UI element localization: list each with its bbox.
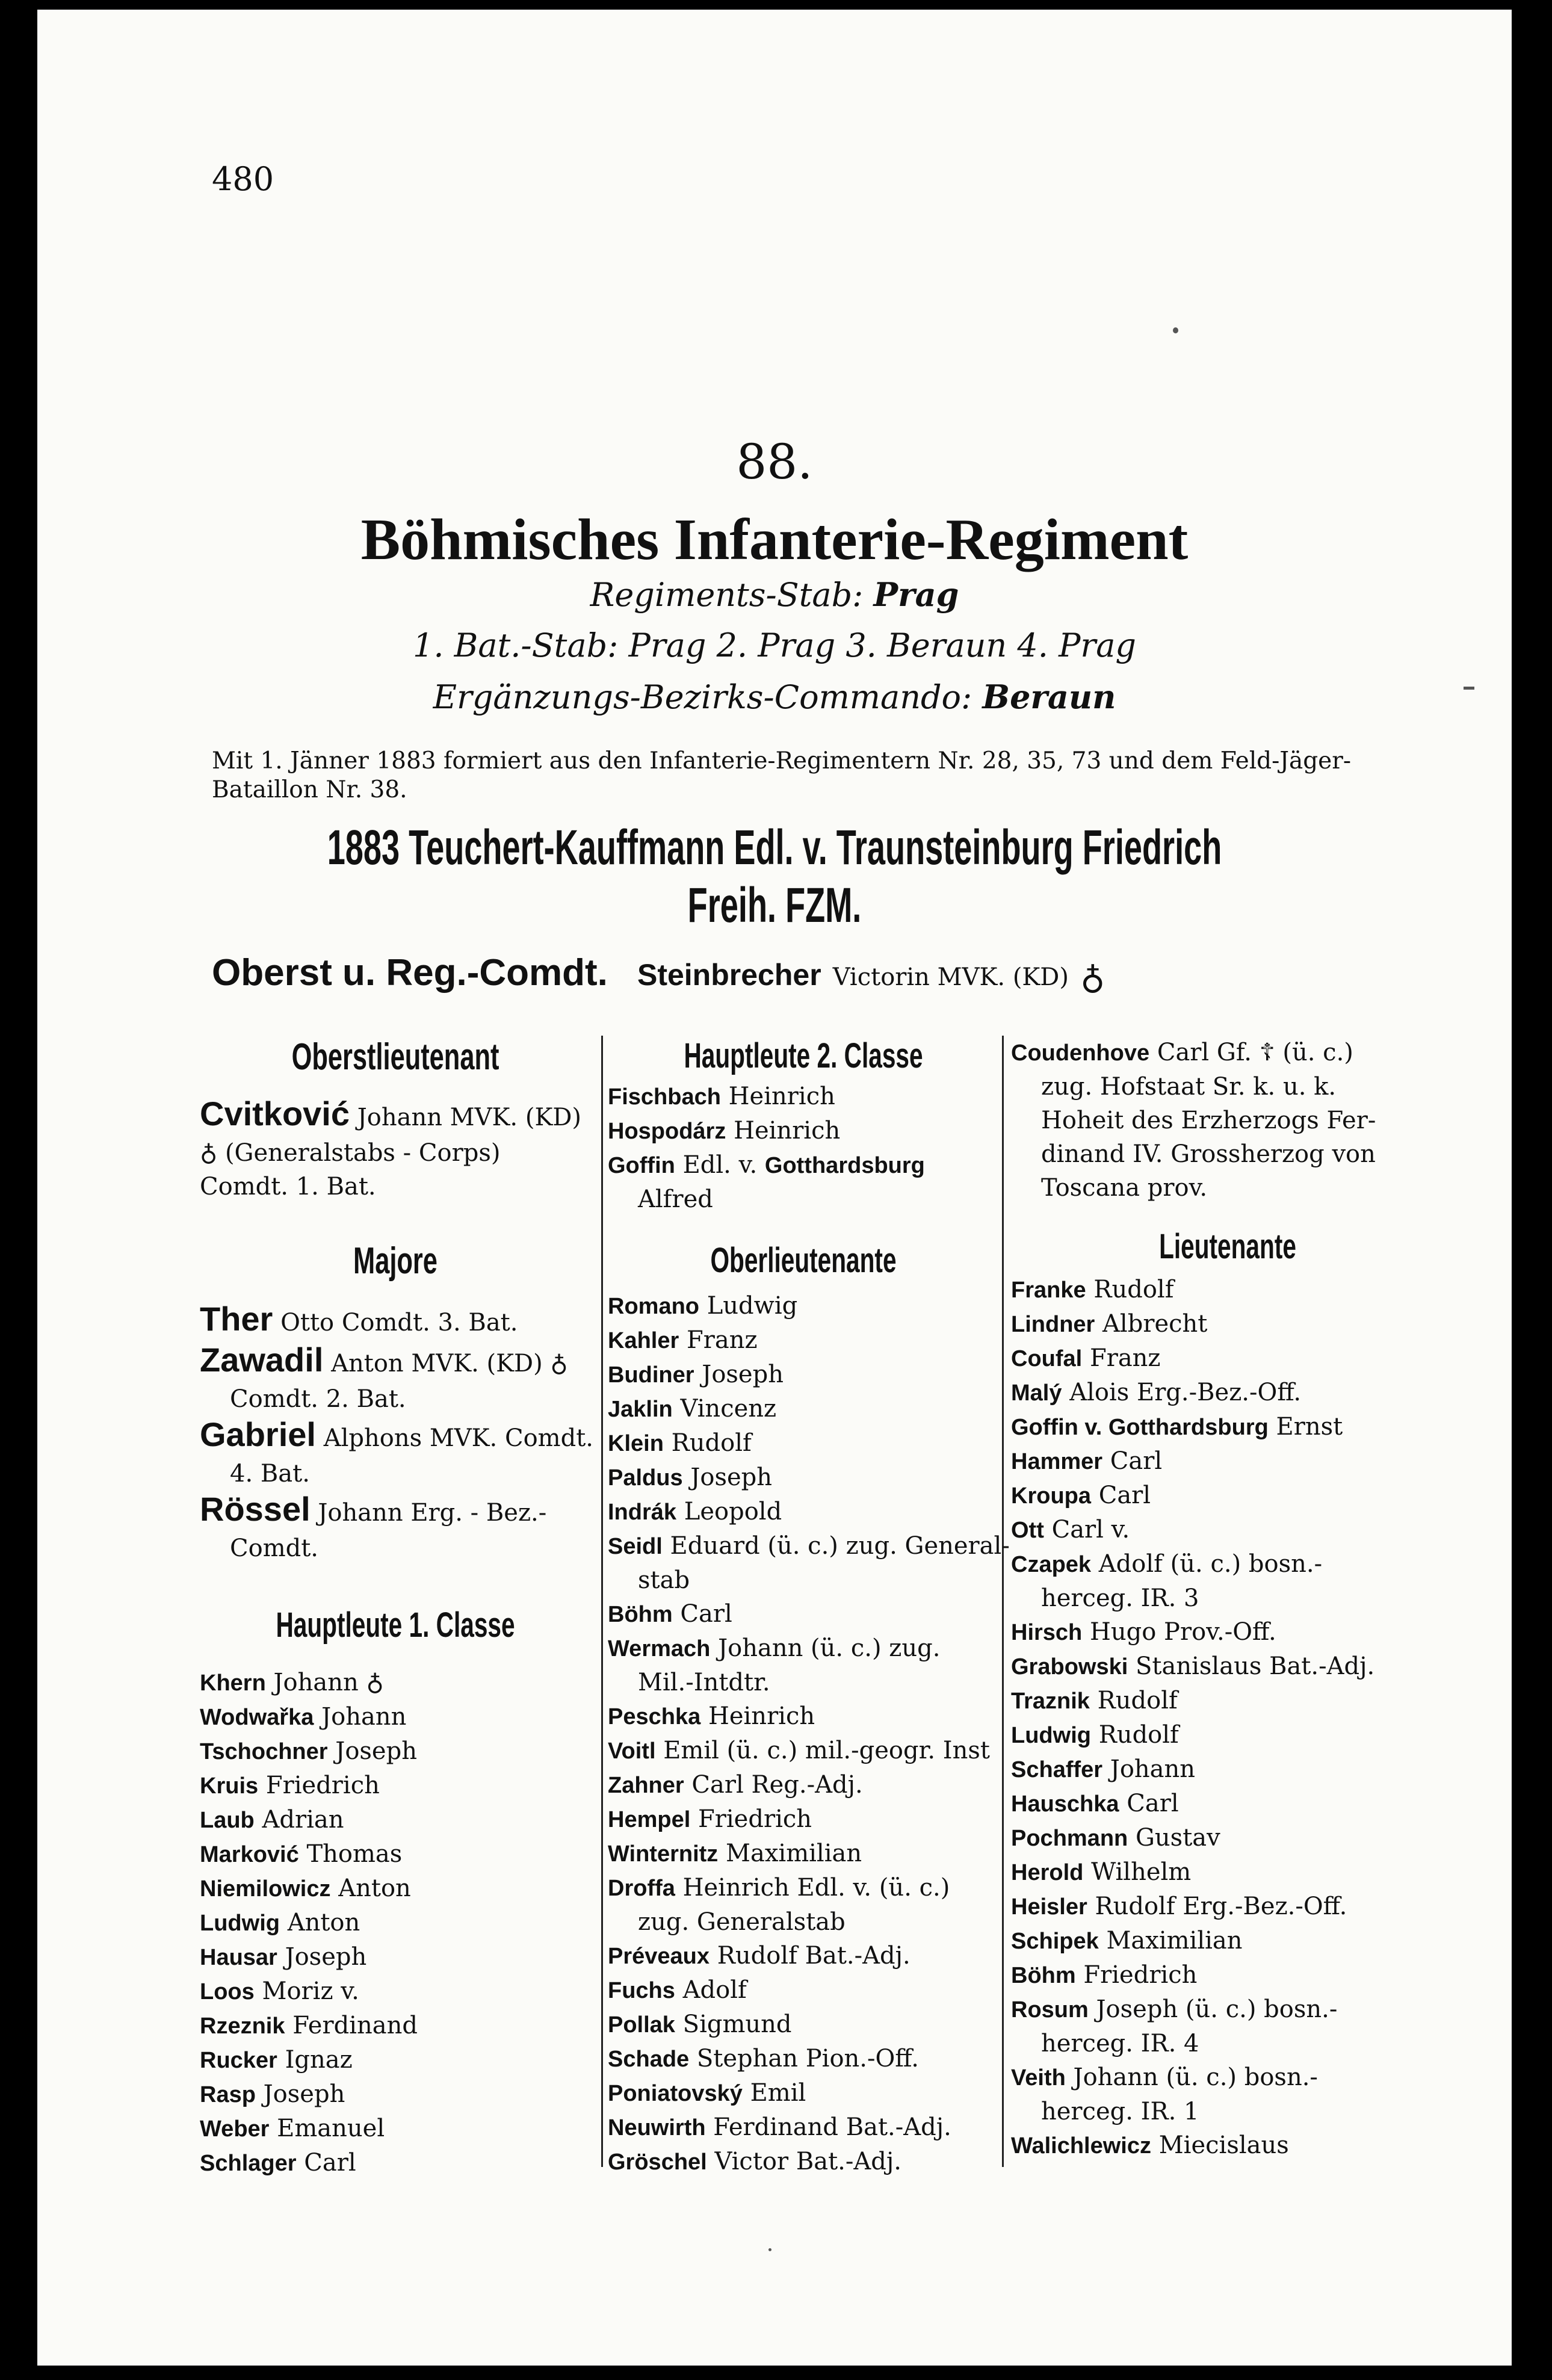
entry-name: Zahner xyxy=(608,1773,684,1798)
list-item xyxy=(200,2009,591,2043)
entry-name: Goffin v. Gotthardsburg xyxy=(1011,1415,1269,1440)
entry-name: Pollak xyxy=(608,2012,675,2038)
heading-oberstlieutenant: Oberstlieutenant xyxy=(291,1036,499,1078)
list-item xyxy=(200,1837,591,1872)
list-item xyxy=(200,1416,591,1457)
list-item xyxy=(1011,1958,1444,1992)
entry-rest: Ernst xyxy=(1276,1413,1343,1441)
entry-rest: Johann ♁ xyxy=(273,1669,384,1696)
entry-rest: Ferdinand Bat.-Adj. xyxy=(713,2113,951,2141)
heading-oberlieutenante: Oberlieutenante xyxy=(710,1241,897,1280)
entry-name: Khern xyxy=(200,1671,266,1696)
entry-rest: Friedrich xyxy=(1083,1961,1198,1989)
entry-name: Rucker xyxy=(200,2048,277,2073)
list-item xyxy=(200,1666,591,1700)
entry-name: Coufal xyxy=(1011,1346,1083,1371)
entry-name: Zawadil xyxy=(200,1341,324,1379)
entry-rest: Carl xyxy=(1127,1790,1179,1817)
list-item xyxy=(200,2077,591,2112)
entry-name: Rasp xyxy=(200,2082,256,2107)
entry-name: Goffin xyxy=(608,1153,675,1178)
oberst-name: Steinbrecher xyxy=(637,958,821,992)
entry-name: Grabowski xyxy=(1011,1654,1128,1680)
heading-majore: Majore xyxy=(353,1240,437,1282)
lieutenante-list xyxy=(1011,1273,1444,2163)
list-item xyxy=(1011,1752,1444,1787)
entry-rest: Stephan Pion.-Off. xyxy=(696,2045,920,2072)
recruitment-line xyxy=(37,678,1512,716)
list-item xyxy=(200,1300,591,1341)
scan-speck xyxy=(1173,327,1178,333)
entry-name: Schade xyxy=(608,2047,690,2072)
list-item xyxy=(1011,1547,1444,1581)
entry-name: Weber xyxy=(200,2116,270,2142)
entry-name: Fischbach xyxy=(608,1084,721,1110)
scan-speck xyxy=(1464,687,1474,690)
page-number: 480 xyxy=(212,160,274,198)
list-item xyxy=(200,2043,591,2077)
entry-continuation: herceg. IR. 4 xyxy=(1041,2030,1199,2057)
staff-line xyxy=(37,575,1512,614)
entry-name: Budiner xyxy=(608,1362,694,1388)
entry-name: Franke xyxy=(1011,1278,1086,1303)
list-item xyxy=(608,1148,999,1182)
entry-name: Malý xyxy=(1011,1380,1062,1406)
regiment-title: Böhmisches Infanterie-Regiment xyxy=(360,507,1189,572)
entry-rest: Alphons MVK. Comdt. xyxy=(323,1424,593,1452)
entry-rest: Friedrich xyxy=(265,1772,380,1799)
entry-rest: Hugo Prov.-Off. xyxy=(1090,1618,1276,1646)
list-item xyxy=(200,1940,591,1974)
column-3 xyxy=(1011,1036,1444,2163)
list-item xyxy=(1011,1924,1444,1958)
entry-name: Hospodárz xyxy=(608,1119,726,1144)
list-item xyxy=(1011,1890,1444,1924)
entry-name: Gröschel xyxy=(608,2150,707,2175)
list-item xyxy=(1011,1479,1444,1513)
entry-rest: Stanislaus Bat.-Adj. xyxy=(1136,1652,1375,1680)
list-item xyxy=(608,2042,999,2076)
entry-name: Coudenhove xyxy=(1011,1040,1150,1066)
entry-rest: Maximilian xyxy=(1106,1927,1243,1955)
entry-rest: Heinrich xyxy=(728,1083,835,1110)
list-item xyxy=(608,2145,999,2179)
entry-name: Fuchs xyxy=(608,1978,675,2003)
entry-name: Voitl xyxy=(608,1739,656,1764)
list-item xyxy=(200,2112,591,2146)
entry-rest: Rudolf xyxy=(1093,1276,1174,1303)
majore-list xyxy=(200,1300,591,1565)
entry-rest: Gustav xyxy=(1135,1824,1220,1852)
entry-rest: Anton xyxy=(338,1875,411,1902)
entry-rest: Johann (ü. c.) zug. xyxy=(718,1634,941,1662)
entry-name: Niemilowicz xyxy=(200,1876,331,1902)
column-rule-right xyxy=(1002,1036,1004,2167)
entry-continuation: Comdt. 2. Bat. xyxy=(230,1385,406,1413)
entry-name: Lindner xyxy=(1011,1312,1095,1337)
list-item xyxy=(1011,1787,1444,1821)
recruitment-label: Ergänzungs-Bezirks-Commando: xyxy=(433,678,972,716)
entry-rest: Eduard (ü. c.) zug. General- xyxy=(670,1532,1010,1560)
entry-name: Tschochner xyxy=(200,1739,328,1764)
entry-rest: Sigmund xyxy=(682,2011,792,2038)
entry-name-2: Gotthardsburg xyxy=(764,1153,925,1178)
list-item xyxy=(608,1631,999,1666)
entry-name: Droffa xyxy=(608,1876,675,1901)
list-item xyxy=(608,1597,999,1631)
entry-rest: Miecislaus xyxy=(1158,2131,1289,2159)
list-item xyxy=(200,1734,591,1769)
entry-rest: Emil xyxy=(750,2079,806,2107)
entry-rest: Heinrich Edl. v. (ü. c.) xyxy=(682,1874,950,1902)
entry-name: Gabriel xyxy=(200,1415,316,1453)
entry-name: Winternitz xyxy=(608,1841,719,1867)
list-item xyxy=(1011,1307,1444,1341)
entry-name: Wermach xyxy=(608,1636,711,1661)
entry-continuation: zug. Hofstaat Sr. k. u. k. xyxy=(1041,1073,1337,1101)
entry-rest: Johann Erg. - Bez.- xyxy=(318,1499,547,1527)
list-item xyxy=(200,1872,591,1906)
entry-continuation: Mil.-Intdtr. xyxy=(638,1669,770,1696)
entry-name: Klein xyxy=(608,1431,664,1456)
page xyxy=(37,10,1512,2366)
battalions-line: 1. Bat.-Stab: Prag 2. Prag 3. Beraun 4. Prag xyxy=(413,626,1136,664)
entry-continuation: zug. Generalstab xyxy=(638,1908,846,1936)
entry-name: Hausar xyxy=(200,1945,277,1970)
entry-name: Kruis xyxy=(200,1773,259,1799)
entry-continuation: dinand IV. Grossherzog von xyxy=(1041,1140,1376,1168)
oberstleutnant-line2: ♁ (Generalstabs - Corps) xyxy=(200,1139,501,1167)
entry-rest: Moriz v. xyxy=(262,1977,359,2005)
list-item xyxy=(200,1803,591,1837)
entry-name: Kroupa xyxy=(1011,1483,1091,1509)
entry-name: Ther xyxy=(200,1300,273,1338)
entry-rest: Leopold xyxy=(684,1498,782,1525)
entry-rest: Vincenz xyxy=(680,1395,777,1423)
list-item xyxy=(200,1906,591,1940)
entry-name: Paldus xyxy=(608,1465,683,1491)
entry-name: Neuwirth xyxy=(608,2115,706,2140)
entry-name: Hempel xyxy=(608,1807,691,1832)
entry-continuation: Alfred xyxy=(638,1185,713,1213)
entry-rest: Ignaz xyxy=(285,2046,353,2074)
entry-name: Cvitković xyxy=(200,1095,350,1133)
column-rule-left xyxy=(601,1036,603,2167)
formation-note: Mit 1. Jänner 1883 formiert aus den Infanterie-Regimentern Nr. 28, 35, 73 und dem Feld-Jäger-Bataillon Nr. 38. xyxy=(212,747,1352,803)
entry-continuation: Comdt. xyxy=(230,1535,319,1562)
entry-rest: Johann MVK. (KD) xyxy=(357,1104,582,1131)
list-item xyxy=(1011,1649,1444,1684)
entry-rest: Carl xyxy=(1098,1482,1151,1509)
entry-name: Böhm xyxy=(608,1602,673,1627)
entry-name: Walichlewicz xyxy=(1011,2133,1151,2159)
entry-name: Traznik xyxy=(1011,1689,1090,1714)
list-item xyxy=(1011,2060,1444,2095)
entry-name: Schlager xyxy=(200,2151,297,2176)
entry-rest: Joseph xyxy=(702,1361,784,1388)
entry-name: Peschka xyxy=(608,1704,701,1729)
entry-name: Heisler xyxy=(1011,1894,1087,1920)
list-item xyxy=(608,1734,999,1768)
list-item xyxy=(608,2076,999,2110)
entry-rest: Ferdinand xyxy=(292,2012,418,2039)
entry-rest: Maximilian xyxy=(726,1840,862,1867)
list-item xyxy=(200,1700,591,1734)
entry-rest: Carl xyxy=(304,2149,356,2177)
colonel-in-chief: 1883 Teuchert-Kauffmann Edl. v. Traunsteinburg Friedrich Freih. FZM. xyxy=(327,820,1222,933)
entry-rest: Ludwig xyxy=(706,1292,798,1320)
entry-name: Seidl xyxy=(608,1534,663,1559)
list-item xyxy=(1011,1376,1444,1410)
entry-continuation: herceg. IR. 1 xyxy=(1041,2098,1199,2125)
entry-rest: Adolf xyxy=(682,1976,747,2004)
entry-continuation: herceg. IR. 3 xyxy=(1041,1584,1199,1612)
entry-name: Préveaux xyxy=(608,1944,710,1969)
list-item xyxy=(1011,1992,1444,2027)
entry-name: Laub xyxy=(200,1808,255,1833)
entry-continuation: stab xyxy=(638,1566,690,1594)
entry-name: Rössel xyxy=(200,1490,311,1528)
list-item xyxy=(200,2146,591,2180)
oberlieutenante-list xyxy=(608,1289,1010,2179)
list-item xyxy=(608,1802,999,1837)
entry-rest: Joseph (ü. c.) bosn.- xyxy=(1096,1995,1338,2023)
recruitment-value: Beraun xyxy=(982,678,1116,716)
oberst-line xyxy=(212,951,1105,997)
list-item xyxy=(608,1114,999,1148)
heading-hauptleute-1: Hauptleute 1. Classe xyxy=(276,1606,515,1645)
list-item xyxy=(608,1323,999,1358)
entry-rest: Franz xyxy=(1089,1344,1161,1372)
entry-rest: Johann (ü. c.) bosn.- xyxy=(1073,2063,1318,2091)
list-item xyxy=(1011,1684,1444,1718)
list-item xyxy=(608,1837,999,1871)
list-item xyxy=(200,1769,591,1803)
list-item xyxy=(1011,1821,1444,1855)
entry-name: Ludwig xyxy=(200,1911,280,1936)
list-item xyxy=(608,1871,999,1905)
list-item xyxy=(608,1392,999,1426)
list-item xyxy=(1011,1410,1444,1444)
entry-name: Loos xyxy=(200,1979,255,2004)
entry-rest: Heinrich xyxy=(708,1702,815,1730)
list-item xyxy=(1011,1341,1444,1376)
list-item xyxy=(608,2110,999,2145)
entry-continuation: Hoheit des Erzherzogs Fer- xyxy=(1041,1107,1376,1134)
entry-rest: Wilhelm xyxy=(1091,1858,1192,1886)
entry-rest: Rudolf Bat.-Adj. xyxy=(717,1942,910,1970)
list-item xyxy=(1011,1273,1444,1307)
entry-continuation: Toscana prov. xyxy=(1041,1174,1208,1202)
entry-rest: Anton xyxy=(287,1909,360,1936)
entry-name: Böhm xyxy=(1011,1963,1076,1988)
list-item xyxy=(608,1768,999,1802)
entry-rest: Johann xyxy=(1110,1755,1196,1783)
list-item xyxy=(608,1426,999,1460)
oberst-rest: Victorin MVK. (KD) xyxy=(832,963,1069,991)
entry-name: Hirsch xyxy=(1011,1620,1083,1645)
entry-name: Rzeznik xyxy=(200,2014,285,2039)
heading-hauptleute-2: Hauptleute 2. Classe xyxy=(684,1036,923,1075)
entry-rest: Joseph xyxy=(690,1464,773,1491)
entry-name: Veith xyxy=(1011,2065,1066,2091)
regiment-number: 88. xyxy=(736,434,813,490)
entry-rest: Rudolf Erg.-Bez.-Off. xyxy=(1095,1893,1347,1920)
list-item xyxy=(1011,1444,1444,1479)
list-item xyxy=(608,1080,999,1114)
entry-rest: Friedrich xyxy=(698,1805,812,1833)
entry-rest: Emil (ü. c.) mil.-geogr. Inst xyxy=(663,1737,990,1764)
entry-rest: Joseph xyxy=(335,1737,417,1765)
coudenhove-entry xyxy=(1011,1036,1444,1070)
column-2 xyxy=(608,1036,1010,2179)
entry-name: Pochmann xyxy=(1011,1826,1128,1851)
entry-rest: Adrian xyxy=(262,1806,344,1834)
list-item xyxy=(1011,1513,1444,1547)
entry-name: Schaffer xyxy=(1011,1757,1103,1782)
list-item xyxy=(608,1939,999,1973)
entry-name: Schipek xyxy=(1011,1929,1099,1954)
heading-lieutenante: Lieutenante xyxy=(1159,1227,1296,1266)
entry-rest: Albrecht xyxy=(1102,1310,1208,1338)
coudenhove-lines xyxy=(1011,1070,1444,1205)
list-item xyxy=(608,1358,999,1392)
entry-name: Ludwig xyxy=(1011,1723,1091,1748)
entry-name: Wodwařka xyxy=(200,1705,314,1730)
entry-name: Jaklin xyxy=(608,1397,673,1422)
entry-name: Rosum xyxy=(1011,1997,1089,2023)
entry-rest: Anton MVK. (KD) ♁ xyxy=(331,1350,568,1377)
entry-name: Hauschka xyxy=(1011,1791,1119,1817)
entry-rest: Victor Bat.-Adj. xyxy=(714,2148,901,2175)
list-item xyxy=(200,1974,591,2009)
list-item xyxy=(1011,1855,1444,1890)
entry-name: Hammer xyxy=(1011,1449,1103,1474)
entry-name: Marković xyxy=(200,1842,299,1867)
entry-rest: Carl v. xyxy=(1051,1516,1130,1544)
entry-rest: Joseph xyxy=(263,2080,345,2108)
entry-name: Herold xyxy=(1011,1860,1084,1885)
oberstleutnant-entry xyxy=(200,1095,591,1136)
entry-continuation: 4. Bat. xyxy=(230,1460,310,1488)
list-item xyxy=(1011,1615,1444,1649)
entry-rest: Carl Gf. ☦ (ü. c.) xyxy=(1157,1039,1353,1066)
list-item xyxy=(608,1460,999,1495)
entry-name: Czapek xyxy=(1011,1552,1092,1577)
oberstleutnant-line3: Comdt. 1. Bat. xyxy=(200,1173,376,1201)
list-item xyxy=(608,2008,999,2042)
entry-rest: Franz xyxy=(687,1326,758,1354)
list-item xyxy=(200,1491,591,1532)
list-item xyxy=(608,1495,999,1529)
entry-name: Ott xyxy=(1011,1518,1044,1543)
hauptleute-2-list xyxy=(608,1080,999,1216)
entry-rest: Rudolf xyxy=(1098,1721,1179,1749)
entry-rest: Otto Comdt. 3. Bat. xyxy=(280,1309,518,1337)
entry-rest: Alois Erg.-Bez.-Off. xyxy=(1069,1379,1302,1406)
entry-rest: Carl Reg.-Adj. xyxy=(691,1771,863,1799)
entry-rest: Thomas xyxy=(306,1840,403,1868)
column-1 xyxy=(200,1036,591,2180)
entry-rest: Carl xyxy=(680,1600,732,1628)
entry-rest: Joseph xyxy=(285,1943,367,1971)
entry-name: Indrák xyxy=(608,1500,677,1525)
list-item xyxy=(200,1341,591,1382)
entry-name: Poniatovský xyxy=(608,2081,743,2106)
staff-value: Prag xyxy=(873,575,959,614)
officer-symbol-icon: ♁ xyxy=(1080,958,1105,997)
oberst-label: Oberst u. Reg.-Comdt. xyxy=(212,952,608,994)
entry-rest: Rudolf xyxy=(1097,1687,1178,1714)
entry-name: Romano xyxy=(608,1294,699,1319)
staff-label: Regiments-Stab: xyxy=(590,576,864,614)
list-item xyxy=(1011,1718,1444,1752)
hauptleute-1-list xyxy=(200,1666,591,2180)
list-item xyxy=(608,1699,999,1734)
scan-speck xyxy=(768,2248,771,2251)
entry-rest: Heinrich xyxy=(734,1117,841,1145)
entry-rest: Carl xyxy=(1110,1447,1163,1475)
entry-rest: Adolf (ü. c.) bosn.- xyxy=(1098,1550,1323,1578)
list-item xyxy=(608,1973,999,2008)
entry-rest: Emanuel xyxy=(277,2115,385,2142)
entry-rest: Rudolf xyxy=(671,1429,752,1457)
entry-rest: Johann xyxy=(321,1703,407,1731)
list-item xyxy=(608,1289,999,1323)
list-item xyxy=(1011,2128,1444,2163)
entry-rest: Edl. v. xyxy=(682,1151,758,1179)
entry-name: Kahler xyxy=(608,1328,679,1353)
list-item xyxy=(608,1529,1010,1563)
